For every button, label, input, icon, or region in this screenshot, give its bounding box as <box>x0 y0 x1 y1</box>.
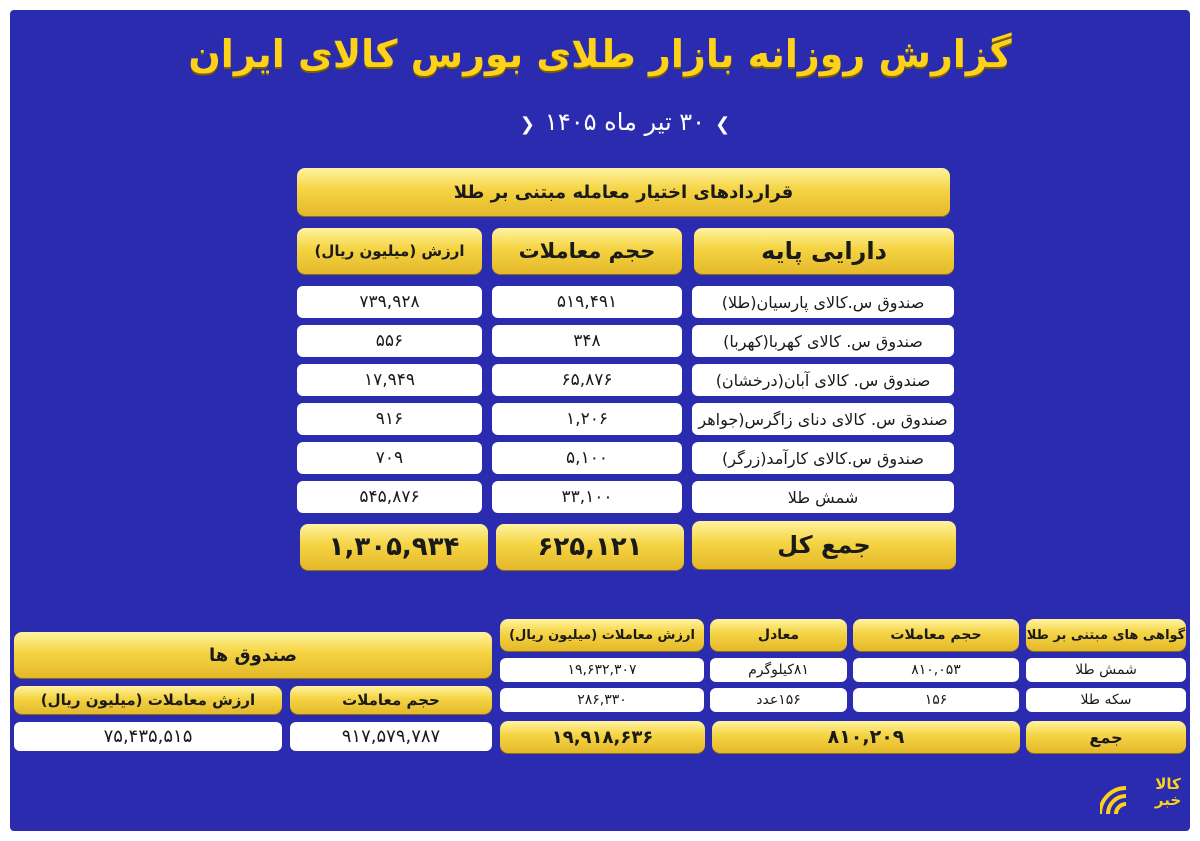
header-asset: دارایی پایه <box>694 228 954 274</box>
options-cell-asset: صندوق س.کالای پارسیان(طلا) <box>692 286 954 318</box>
options-cell-volume: ۵۱۹,۴۹۱ <box>492 286 682 318</box>
cert-cell-volume: ۸۱۰,۰۵۳ <box>853 658 1019 682</box>
funds-value: ۷۵,۴۳۵,۵۱۵ <box>14 722 282 751</box>
cert-cell-volume: ۱۵۶ <box>853 688 1019 712</box>
options-cell-value: ۹۱۶ <box>297 403 482 435</box>
cert-cell-equivalent: ۸۱کیلوگرم <box>710 658 847 682</box>
options-cell-value: ۱۷,۹۴۹ <box>297 364 482 396</box>
options-section-title: قراردادهای اختیار معامله مبتنی بر طلا <box>297 168 950 216</box>
options-cell-volume: ۳۴۸ <box>492 325 682 357</box>
options-cell-volume: ۱,۲۰۶ <box>492 403 682 435</box>
cert-total-value: ۱۹,۹۱۸,۶۳۶ <box>500 721 705 753</box>
funds-header-volume: حجم معاملات <box>290 686 492 714</box>
options-cell-value: ۷۳۹,۹۲۸ <box>297 286 482 318</box>
cert-header-value: ارزش معاملات (میلیون ریال) <box>500 619 704 651</box>
options-cell-asset: صندوق س. کالای دنای زاگرس(جواهر <box>692 403 954 435</box>
cert-header-name: گواهی های مبتنی بر طلا <box>1026 619 1186 651</box>
chevron-left-icon: ❮ <box>519 114 535 135</box>
options-total-label: جمع کل <box>692 521 956 569</box>
cert-total-label: جمع <box>1026 721 1186 753</box>
cert-cell-value: ۱۹,۶۳۲,۳۰۷ <box>500 658 704 682</box>
options-cell-value: ۵۵۶ <box>297 325 482 357</box>
cert-total-volume: ۸۱۰,۲۰۹ <box>712 721 1020 753</box>
report-date-text: ۳۰ تیر ماه ۱۴۰۵ <box>544 108 706 136</box>
options-cell-volume: ۳۳,۱۰۰ <box>492 481 682 513</box>
brand-logo-text: کالا خبر <box>1154 775 1182 809</box>
chevron-right-icon: ❯ <box>715 114 731 135</box>
options-cell-asset: شمش طلا <box>692 481 954 513</box>
cert-header-equivalent: معادل <box>710 619 847 651</box>
options-cell-asset: صندوق س. کالای آبان(درخشان) <box>692 364 954 396</box>
cert-cell-name: شمش طلا <box>1026 658 1186 682</box>
funds-header-value: ارزش معاملات (میلیون ریال) <box>14 686 282 714</box>
header-volume: حجم معاملات <box>492 228 682 274</box>
funds-title: صندوق ها <box>14 632 492 678</box>
cert-header-volume: حجم معاملات <box>853 619 1019 651</box>
options-total-volume: ۶۲۵,۱۲۱ <box>496 524 684 570</box>
cert-cell-name: سکه طلا <box>1026 688 1186 712</box>
options-cell-value: ۷۰۹ <box>297 442 482 474</box>
options-cell-asset: صندوق س. کالای کهربا(کهربا) <box>692 325 954 357</box>
report-date <box>500 108 750 136</box>
options-cell-volume: ۵,۱۰۰ <box>492 442 682 474</box>
header-value: ارزش (میلیون ریال) <box>297 228 482 274</box>
options-cell-asset: صندوق س.کالای کارآمد(زرگر) <box>692 442 954 474</box>
page-title: گزارش روزانه بازار طلای بورس کالای ایران <box>188 32 1012 76</box>
options-cell-volume: ۶۵,۸۷۶ <box>492 364 682 396</box>
funds-volume: ۹۱۷,۵۷۹,۷۸۷ <box>290 722 492 751</box>
cert-cell-equivalent: ۱۵۶عدد <box>710 688 847 712</box>
options-total-value: ۱,۳۰۵,۹۳۴ <box>300 524 488 570</box>
options-cell-value: ۵۴۵,۸۷۶ <box>297 481 482 513</box>
cert-cell-value: ۲۸۶,۳۳۰ <box>500 688 704 712</box>
